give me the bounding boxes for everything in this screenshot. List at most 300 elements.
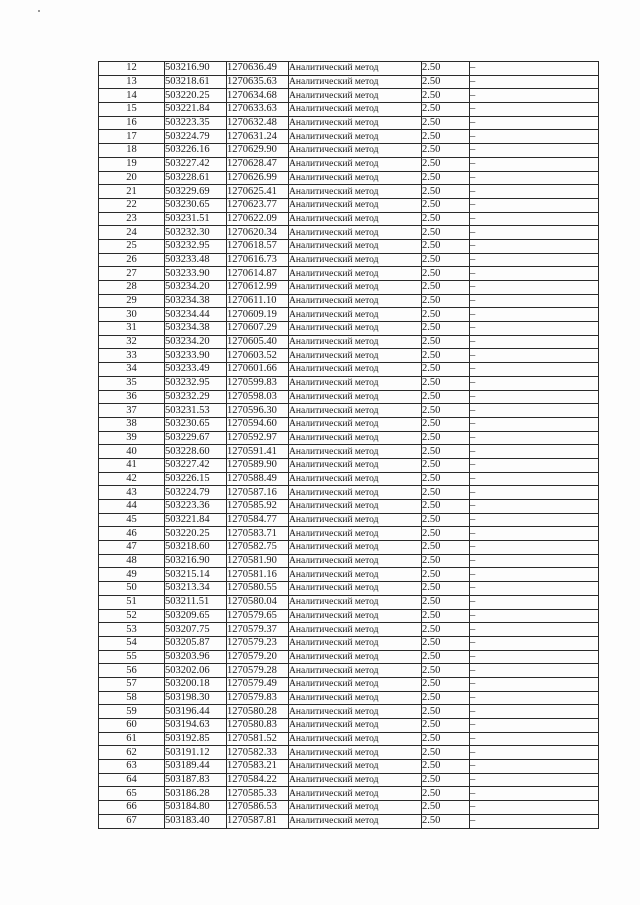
method-cell: Аналитический метод bbox=[289, 541, 422, 555]
method-cell: Аналитический метод bbox=[289, 664, 422, 678]
x-coordinate-cell: 503232.29 bbox=[165, 390, 227, 404]
note-cell: – bbox=[470, 814, 599, 828]
method-cell: Аналитический метод bbox=[289, 322, 422, 336]
note-cell: – bbox=[470, 62, 599, 76]
note-cell: – bbox=[470, 157, 599, 171]
point-number-cell: 45 bbox=[99, 513, 165, 527]
y-coordinate-cell: 1270620.34 bbox=[227, 226, 289, 240]
x-coordinate-cell: 503216.90 bbox=[165, 62, 227, 76]
note-cell: – bbox=[470, 308, 599, 322]
accuracy-cell: 2.50 bbox=[422, 760, 470, 774]
accuracy-cell: 2.50 bbox=[422, 62, 470, 76]
x-coordinate-cell: 503218.60 bbox=[165, 541, 227, 555]
method-cell: Аналитический метод bbox=[289, 198, 422, 212]
point-number-cell: 59 bbox=[99, 705, 165, 719]
note-cell: – bbox=[470, 458, 599, 472]
coordinates-table bbox=[98, 61, 599, 829]
y-coordinate-cell: 1270586.53 bbox=[227, 801, 289, 815]
x-coordinate-cell: 503198.30 bbox=[165, 691, 227, 705]
note-cell: – bbox=[470, 787, 599, 801]
table-row bbox=[99, 513, 599, 527]
x-coordinate-cell: 503189.44 bbox=[165, 760, 227, 774]
x-coordinate-cell: 503233.90 bbox=[165, 267, 227, 281]
note-cell: – bbox=[470, 445, 599, 459]
note-cell: – bbox=[470, 582, 599, 596]
note-cell: – bbox=[470, 390, 599, 404]
y-coordinate-cell: 1270618.57 bbox=[227, 239, 289, 253]
point-number-cell: 58 bbox=[99, 691, 165, 705]
y-coordinate-cell: 1270607.29 bbox=[227, 322, 289, 336]
accuracy-cell: 2.50 bbox=[422, 322, 470, 336]
y-coordinate-cell: 1270633.63 bbox=[227, 103, 289, 117]
note-cell: – bbox=[470, 472, 599, 486]
table-row bbox=[99, 527, 599, 541]
table-row bbox=[99, 322, 599, 336]
method-cell: Аналитический метод bbox=[289, 609, 422, 623]
note-cell: – bbox=[470, 719, 599, 733]
accuracy-cell: 2.50 bbox=[422, 239, 470, 253]
note-cell: – bbox=[470, 363, 599, 377]
x-coordinate-cell: 503215.14 bbox=[165, 568, 227, 582]
point-number-cell: 50 bbox=[99, 582, 165, 596]
method-cell: Аналитический метод bbox=[289, 116, 422, 130]
table-row bbox=[99, 445, 599, 459]
table-row bbox=[99, 171, 599, 185]
point-number-cell: 27 bbox=[99, 267, 165, 281]
point-number-cell: 53 bbox=[99, 623, 165, 637]
point-number-cell: 41 bbox=[99, 458, 165, 472]
x-coordinate-cell: 503216.90 bbox=[165, 554, 227, 568]
note-cell: – bbox=[470, 198, 599, 212]
y-coordinate-cell: 1270628.47 bbox=[227, 157, 289, 171]
point-number-cell: 26 bbox=[99, 253, 165, 267]
method-cell: Аналитический метод bbox=[289, 157, 422, 171]
accuracy-cell: 2.50 bbox=[422, 417, 470, 431]
x-coordinate-cell: 503229.69 bbox=[165, 185, 227, 199]
accuracy-cell: 2.50 bbox=[422, 253, 470, 267]
x-coordinate-cell: 503232.95 bbox=[165, 239, 227, 253]
accuracy-cell: 2.50 bbox=[422, 144, 470, 158]
table-row bbox=[99, 116, 599, 130]
x-coordinate-cell: 503186.28 bbox=[165, 787, 227, 801]
method-cell: Аналитический метод bbox=[289, 568, 422, 582]
accuracy-cell: 2.50 bbox=[422, 486, 470, 500]
y-coordinate-cell: 1270584.22 bbox=[227, 773, 289, 787]
accuracy-cell: 2.50 bbox=[422, 609, 470, 623]
method-cell: Аналитический метод bbox=[289, 404, 422, 418]
method-cell: Аналитический метод bbox=[289, 130, 422, 144]
point-number-cell: 48 bbox=[99, 554, 165, 568]
table-row bbox=[99, 609, 599, 623]
point-number-cell: 67 bbox=[99, 814, 165, 828]
table-row bbox=[99, 760, 599, 774]
table-row bbox=[99, 294, 599, 308]
point-number-cell: 34 bbox=[99, 363, 165, 377]
table-row bbox=[99, 541, 599, 555]
table-row bbox=[99, 89, 599, 103]
accuracy-cell: 2.50 bbox=[422, 814, 470, 828]
method-cell: Аналитический метод bbox=[289, 554, 422, 568]
method-cell: Аналитический метод bbox=[289, 226, 422, 240]
x-coordinate-cell: 503183.40 bbox=[165, 814, 227, 828]
point-number-cell: 40 bbox=[99, 445, 165, 459]
y-coordinate-cell: 1270579.37 bbox=[227, 623, 289, 637]
y-coordinate-cell: 1270588.49 bbox=[227, 472, 289, 486]
point-number-cell: 54 bbox=[99, 636, 165, 650]
y-coordinate-cell: 1270585.92 bbox=[227, 500, 289, 514]
x-coordinate-cell: 503234.38 bbox=[165, 322, 227, 336]
coordinates-table-body bbox=[99, 62, 599, 829]
table-row bbox=[99, 253, 599, 267]
note-cell: – bbox=[470, 417, 599, 431]
note-cell: – bbox=[470, 294, 599, 308]
note-cell: – bbox=[470, 486, 599, 500]
accuracy-cell: 2.50 bbox=[422, 500, 470, 514]
method-cell: Аналитический метод bbox=[289, 814, 422, 828]
x-coordinate-cell: 503234.20 bbox=[165, 281, 227, 295]
y-coordinate-cell: 1270579.23 bbox=[227, 636, 289, 650]
accuracy-cell: 2.50 bbox=[422, 582, 470, 596]
method-cell: Аналитический метод bbox=[289, 472, 422, 486]
y-coordinate-cell: 1270623.77 bbox=[227, 198, 289, 212]
method-cell: Аналитический метод bbox=[289, 376, 422, 390]
table-row bbox=[99, 582, 599, 596]
note-cell: – bbox=[470, 801, 599, 815]
x-coordinate-cell: 503233.48 bbox=[165, 253, 227, 267]
y-coordinate-cell: 1270635.63 bbox=[227, 75, 289, 89]
point-number-cell: 39 bbox=[99, 431, 165, 445]
table-row bbox=[99, 746, 599, 760]
point-number-cell: 47 bbox=[99, 541, 165, 555]
point-number-cell: 61 bbox=[99, 732, 165, 746]
y-coordinate-cell: 1270589.90 bbox=[227, 458, 289, 472]
x-coordinate-cell: 503223.36 bbox=[165, 500, 227, 514]
table-row bbox=[99, 157, 599, 171]
y-coordinate-cell: 1270580.28 bbox=[227, 705, 289, 719]
note-cell: – bbox=[470, 239, 599, 253]
method-cell: Аналитический метод bbox=[289, 431, 422, 445]
table-row bbox=[99, 185, 599, 199]
note-cell: – bbox=[470, 226, 599, 240]
table-row bbox=[99, 801, 599, 815]
accuracy-cell: 2.50 bbox=[422, 472, 470, 486]
accuracy-cell: 2.50 bbox=[422, 705, 470, 719]
y-coordinate-cell: 1270625.41 bbox=[227, 185, 289, 199]
accuracy-cell: 2.50 bbox=[422, 281, 470, 295]
y-coordinate-cell: 1270626.99 bbox=[227, 171, 289, 185]
point-number-cell: 42 bbox=[99, 472, 165, 486]
accuracy-cell: 2.50 bbox=[422, 171, 470, 185]
point-number-cell: 36 bbox=[99, 390, 165, 404]
point-number-cell: 37 bbox=[99, 404, 165, 418]
method-cell: Аналитический метод bbox=[289, 267, 422, 281]
x-coordinate-cell: 503224.79 bbox=[165, 486, 227, 500]
method-cell: Аналитический метод bbox=[289, 623, 422, 637]
note-cell: – bbox=[470, 636, 599, 650]
table-row bbox=[99, 75, 599, 89]
table-row bbox=[99, 595, 599, 609]
method-cell: Аналитический метод bbox=[289, 801, 422, 815]
table-row bbox=[99, 239, 599, 253]
x-coordinate-cell: 503209.65 bbox=[165, 609, 227, 623]
table-row bbox=[99, 308, 599, 322]
x-coordinate-cell: 503233.49 bbox=[165, 363, 227, 377]
y-coordinate-cell: 1270622.09 bbox=[227, 212, 289, 226]
table-row bbox=[99, 650, 599, 664]
note-cell: – bbox=[470, 130, 599, 144]
point-number-cell: 60 bbox=[99, 719, 165, 733]
table-row bbox=[99, 500, 599, 514]
table-row bbox=[99, 814, 599, 828]
note-cell: – bbox=[470, 664, 599, 678]
y-coordinate-cell: 1270587.81 bbox=[227, 814, 289, 828]
accuracy-cell: 2.50 bbox=[422, 75, 470, 89]
table-row bbox=[99, 281, 599, 295]
note-cell: – bbox=[470, 650, 599, 664]
accuracy-cell: 2.50 bbox=[422, 185, 470, 199]
note-cell: – bbox=[470, 185, 599, 199]
y-coordinate-cell: 1270614.87 bbox=[227, 267, 289, 281]
method-cell: Аналитический метод bbox=[289, 705, 422, 719]
accuracy-cell: 2.50 bbox=[422, 554, 470, 568]
note-cell: – bbox=[470, 513, 599, 527]
table-row bbox=[99, 363, 599, 377]
note-cell: – bbox=[470, 609, 599, 623]
method-cell: Аналитический метод bbox=[289, 89, 422, 103]
method-cell: Аналитический метод bbox=[289, 732, 422, 746]
table-row bbox=[99, 636, 599, 650]
x-coordinate-cell: 503220.25 bbox=[165, 527, 227, 541]
x-coordinate-cell: 503228.61 bbox=[165, 171, 227, 185]
method-cell: Аналитический метод bbox=[289, 335, 422, 349]
y-coordinate-cell: 1270599.83 bbox=[227, 376, 289, 390]
y-coordinate-cell: 1270634.68 bbox=[227, 89, 289, 103]
note-cell: – bbox=[470, 144, 599, 158]
x-coordinate-cell: 503184.80 bbox=[165, 801, 227, 815]
method-cell: Аналитический метод bbox=[289, 787, 422, 801]
x-coordinate-cell: 503231.53 bbox=[165, 404, 227, 418]
method-cell: Аналитический метод bbox=[289, 650, 422, 664]
method-cell: Аналитический метод bbox=[289, 417, 422, 431]
note-cell: – bbox=[470, 253, 599, 267]
accuracy-cell: 2.50 bbox=[422, 568, 470, 582]
x-coordinate-cell: 503230.65 bbox=[165, 417, 227, 431]
table-row bbox=[99, 144, 599, 158]
y-coordinate-cell: 1270594.60 bbox=[227, 417, 289, 431]
method-cell: Аналитический метод bbox=[289, 239, 422, 253]
note-cell: – bbox=[470, 89, 599, 103]
accuracy-cell: 2.50 bbox=[422, 636, 470, 650]
note-cell: – bbox=[470, 746, 599, 760]
y-coordinate-cell: 1270582.75 bbox=[227, 541, 289, 555]
x-coordinate-cell: 503227.42 bbox=[165, 157, 227, 171]
table-row bbox=[99, 787, 599, 801]
point-number-cell: 64 bbox=[99, 773, 165, 787]
y-coordinate-cell: 1270592.97 bbox=[227, 431, 289, 445]
point-number-cell: 20 bbox=[99, 171, 165, 185]
accuracy-cell: 2.50 bbox=[422, 458, 470, 472]
point-number-cell: 19 bbox=[99, 157, 165, 171]
accuracy-cell: 2.50 bbox=[422, 212, 470, 226]
method-cell: Аналитический метод bbox=[289, 636, 422, 650]
table-row bbox=[99, 198, 599, 212]
point-number-cell: 63 bbox=[99, 760, 165, 774]
point-number-cell: 38 bbox=[99, 417, 165, 431]
note-cell: – bbox=[470, 431, 599, 445]
method-cell: Аналитический метод bbox=[289, 171, 422, 185]
accuracy-cell: 2.50 bbox=[422, 541, 470, 555]
method-cell: Аналитический метод bbox=[289, 253, 422, 267]
point-number-cell: 49 bbox=[99, 568, 165, 582]
accuracy-cell: 2.50 bbox=[422, 595, 470, 609]
x-coordinate-cell: 503228.60 bbox=[165, 445, 227, 459]
accuracy-cell: 2.50 bbox=[422, 157, 470, 171]
point-number-cell: 33 bbox=[99, 349, 165, 363]
point-number-cell: 43 bbox=[99, 486, 165, 500]
y-coordinate-cell: 1270580.83 bbox=[227, 719, 289, 733]
x-coordinate-cell: 503221.84 bbox=[165, 103, 227, 117]
table-row bbox=[99, 691, 599, 705]
x-coordinate-cell: 503200.18 bbox=[165, 677, 227, 691]
accuracy-cell: 2.50 bbox=[422, 308, 470, 322]
table-row bbox=[99, 568, 599, 582]
point-number-cell: 14 bbox=[99, 89, 165, 103]
y-coordinate-cell: 1270579.65 bbox=[227, 609, 289, 623]
table-row bbox=[99, 705, 599, 719]
point-number-cell: 22 bbox=[99, 198, 165, 212]
scan-speck bbox=[38, 10, 40, 12]
table-row bbox=[99, 554, 599, 568]
x-coordinate-cell: 503232.30 bbox=[165, 226, 227, 240]
table-row bbox=[99, 103, 599, 117]
accuracy-cell: 2.50 bbox=[422, 513, 470, 527]
point-number-cell: 24 bbox=[99, 226, 165, 240]
method-cell: Аналитический метод bbox=[289, 500, 422, 514]
note-cell: – bbox=[470, 691, 599, 705]
point-number-cell: 23 bbox=[99, 212, 165, 226]
y-coordinate-cell: 1270598.03 bbox=[227, 390, 289, 404]
note-cell: – bbox=[470, 171, 599, 185]
x-coordinate-cell: 503230.65 bbox=[165, 198, 227, 212]
method-cell: Аналитический метод bbox=[289, 75, 422, 89]
note-cell: – bbox=[470, 281, 599, 295]
method-cell: Аналитический метод bbox=[289, 363, 422, 377]
note-cell: – bbox=[470, 568, 599, 582]
method-cell: Аналитический метод bbox=[289, 349, 422, 363]
y-coordinate-cell: 1270580.04 bbox=[227, 595, 289, 609]
point-number-cell: 44 bbox=[99, 500, 165, 514]
accuracy-cell: 2.50 bbox=[422, 664, 470, 678]
point-number-cell: 16 bbox=[99, 116, 165, 130]
note-cell: – bbox=[470, 376, 599, 390]
accuracy-cell: 2.50 bbox=[422, 89, 470, 103]
method-cell: Аналитический метод bbox=[289, 595, 422, 609]
point-number-cell: 21 bbox=[99, 185, 165, 199]
table-row bbox=[99, 486, 599, 500]
table-row bbox=[99, 417, 599, 431]
method-cell: Аналитический метод bbox=[289, 103, 422, 117]
point-number-cell: 25 bbox=[99, 239, 165, 253]
note-cell: – bbox=[470, 760, 599, 774]
accuracy-cell: 2.50 bbox=[422, 335, 470, 349]
accuracy-cell: 2.50 bbox=[422, 226, 470, 240]
table-row bbox=[99, 349, 599, 363]
note-cell: – bbox=[470, 500, 599, 514]
accuracy-cell: 2.50 bbox=[422, 294, 470, 308]
table-row bbox=[99, 335, 599, 349]
y-coordinate-cell: 1270581.52 bbox=[227, 732, 289, 746]
point-number-cell: 29 bbox=[99, 294, 165, 308]
point-number-cell: 30 bbox=[99, 308, 165, 322]
accuracy-cell: 2.50 bbox=[422, 677, 470, 691]
y-coordinate-cell: 1270581.16 bbox=[227, 568, 289, 582]
point-number-cell: 65 bbox=[99, 787, 165, 801]
accuracy-cell: 2.50 bbox=[422, 349, 470, 363]
point-number-cell: 32 bbox=[99, 335, 165, 349]
x-coordinate-cell: 503194.63 bbox=[165, 719, 227, 733]
method-cell: Аналитический метод bbox=[289, 486, 422, 500]
y-coordinate-cell: 1270629.90 bbox=[227, 144, 289, 158]
y-coordinate-cell: 1270584.77 bbox=[227, 513, 289, 527]
accuracy-cell: 2.50 bbox=[422, 431, 470, 445]
table-row bbox=[99, 431, 599, 445]
note-cell: – bbox=[470, 349, 599, 363]
x-coordinate-cell: 503234.44 bbox=[165, 308, 227, 322]
point-number-cell: 17 bbox=[99, 130, 165, 144]
table-row bbox=[99, 267, 599, 281]
method-cell: Аналитический метод bbox=[289, 458, 422, 472]
point-number-cell: 15 bbox=[99, 103, 165, 117]
point-number-cell: 66 bbox=[99, 801, 165, 815]
x-coordinate-cell: 503226.16 bbox=[165, 144, 227, 158]
accuracy-cell: 2.50 bbox=[422, 650, 470, 664]
table-row bbox=[99, 226, 599, 240]
point-number-cell: 28 bbox=[99, 281, 165, 295]
point-number-cell: 57 bbox=[99, 677, 165, 691]
note-cell: – bbox=[470, 212, 599, 226]
method-cell: Аналитический метод bbox=[289, 677, 422, 691]
accuracy-cell: 2.50 bbox=[422, 527, 470, 541]
x-coordinate-cell: 503234.38 bbox=[165, 294, 227, 308]
note-cell: – bbox=[470, 75, 599, 89]
note-cell: – bbox=[470, 732, 599, 746]
note-cell: – bbox=[470, 595, 599, 609]
x-coordinate-cell: 503232.95 bbox=[165, 376, 227, 390]
accuracy-cell: 2.50 bbox=[422, 801, 470, 815]
point-number-cell: 56 bbox=[99, 664, 165, 678]
note-cell: – bbox=[470, 554, 599, 568]
y-coordinate-cell: 1270612.99 bbox=[227, 281, 289, 295]
accuracy-cell: 2.50 bbox=[422, 623, 470, 637]
note-cell: – bbox=[470, 404, 599, 418]
x-coordinate-cell: 503233.90 bbox=[165, 349, 227, 363]
x-coordinate-cell: 503196.44 bbox=[165, 705, 227, 719]
x-coordinate-cell: 503229.67 bbox=[165, 431, 227, 445]
table-row bbox=[99, 719, 599, 733]
method-cell: Аналитический метод bbox=[289, 144, 422, 158]
accuracy-cell: 2.50 bbox=[422, 198, 470, 212]
y-coordinate-cell: 1270603.52 bbox=[227, 349, 289, 363]
y-coordinate-cell: 1270631.24 bbox=[227, 130, 289, 144]
method-cell: Аналитический метод bbox=[289, 281, 422, 295]
y-coordinate-cell: 1270591.41 bbox=[227, 445, 289, 459]
note-cell: – bbox=[470, 527, 599, 541]
accuracy-cell: 2.50 bbox=[422, 691, 470, 705]
y-coordinate-cell: 1270596.30 bbox=[227, 404, 289, 418]
x-coordinate-cell: 503187.83 bbox=[165, 773, 227, 787]
x-coordinate-cell: 503224.79 bbox=[165, 130, 227, 144]
table-row bbox=[99, 472, 599, 486]
